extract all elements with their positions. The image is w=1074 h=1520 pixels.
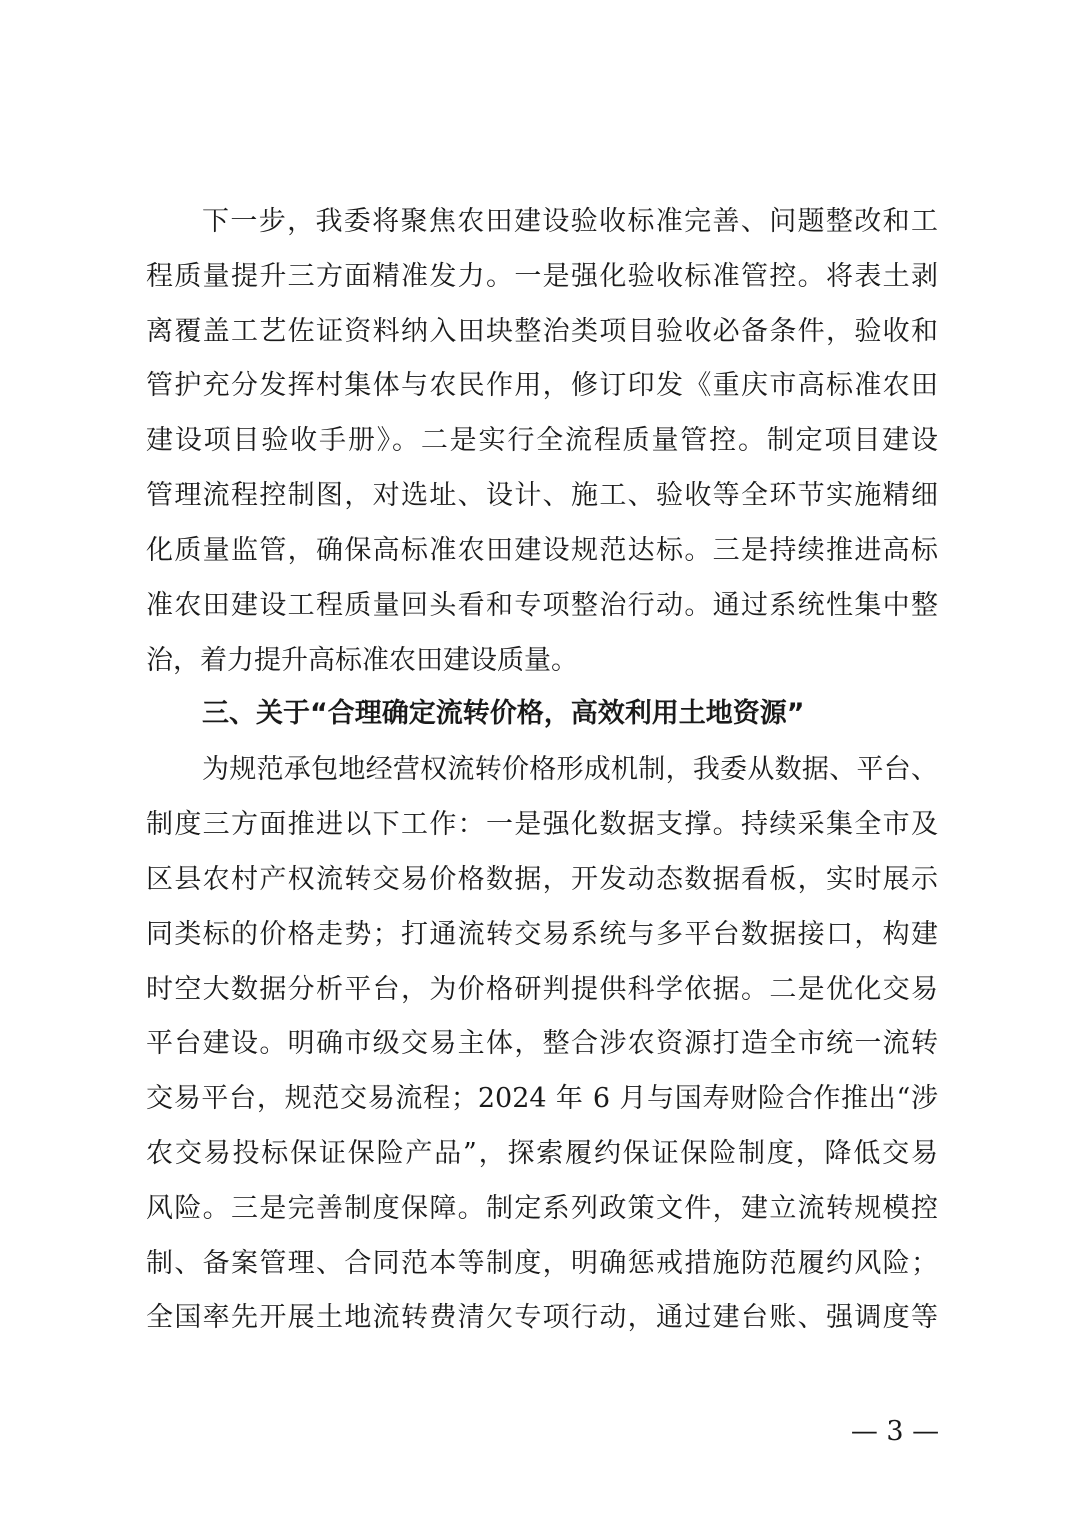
paragraph-line: 农交易投标保证保险产品”，探索履约保证保险制度，降低交易 — [146, 1138, 938, 1169]
paragraph-line: 离覆盖工艺佐证资料纳入田块整治类项目验收必备条件，验收和 — [146, 316, 938, 347]
paragraph-line: 区县农村产权流转交易价格数据，开发动态数据看板，实时展示 — [146, 864, 938, 895]
paragraph-line: 时空大数据分析平台，为价格研判提供科学依据。二是优化交易 — [146, 974, 938, 1005]
paragraph-line: 平台建设。明确市级交易主体，整合涉农资源打造全市统一流转 — [146, 1028, 938, 1059]
paragraph-line: 建设项目验收手册》。二是实行全流程质量管控。制定项目建设 — [146, 425, 938, 456]
paragraph-line: 下一步，我委将聚焦农田建设验收标准完善、问题整改和工 — [202, 206, 938, 237]
section-heading: 三、关于“合理确定流转价格，高效利用土地资源” — [202, 698, 805, 729]
paragraph-line: 化质量监管，确保高标准农田建设规范达标。三是持续推进高标 — [146, 535, 938, 566]
paragraph-line: 管理流程控制图，对选址、设计、施工、验收等全环节实施精细 — [146, 480, 938, 511]
paragraph-line: 全国率先开展土地流转费清欠专项行动，通过建台账、强调度等 — [146, 1302, 938, 1333]
paragraph-line: 制、备案管理、合同范本等制度，明确惩戒措施防范履约风险； — [146, 1248, 938, 1279]
paragraph-line: 为规范承包地经营权流转价格形成机制，我委从数据、平台、 — [202, 754, 938, 785]
paragraph-line: 准农田建设工程质量回头看和专项整治行动。通过系统性集中整 — [146, 590, 938, 621]
paragraph-line: 交易平台，规范交易流程；2024 年 6 月与国寿财险合作推出“涉 — [146, 1083, 938, 1114]
paragraph-line: 管护充分发挥村集体与农民作用，修订印发《重庆市高标准农田 — [146, 370, 938, 401]
paragraph-line: 风险。三是完善制度保障。制定系列政策文件，建立流转规模控 — [146, 1193, 938, 1224]
paragraph-line: 治，着力提升高标准农田建设质量。 — [146, 645, 578, 676]
page-number: — 3 — — [850, 1416, 940, 1447]
paragraph-line: 同类标的价格走势；打通流转交易系统与多平台数据接口，构建 — [146, 919, 938, 950]
paragraph-line: 程质量提升三方面精准发力。一是强化验收标准管控。将表土剥 — [146, 261, 938, 292]
paragraph-line: 制度三方面推进以下工作：一是强化数据支撑。持续采集全市及 — [146, 809, 938, 840]
